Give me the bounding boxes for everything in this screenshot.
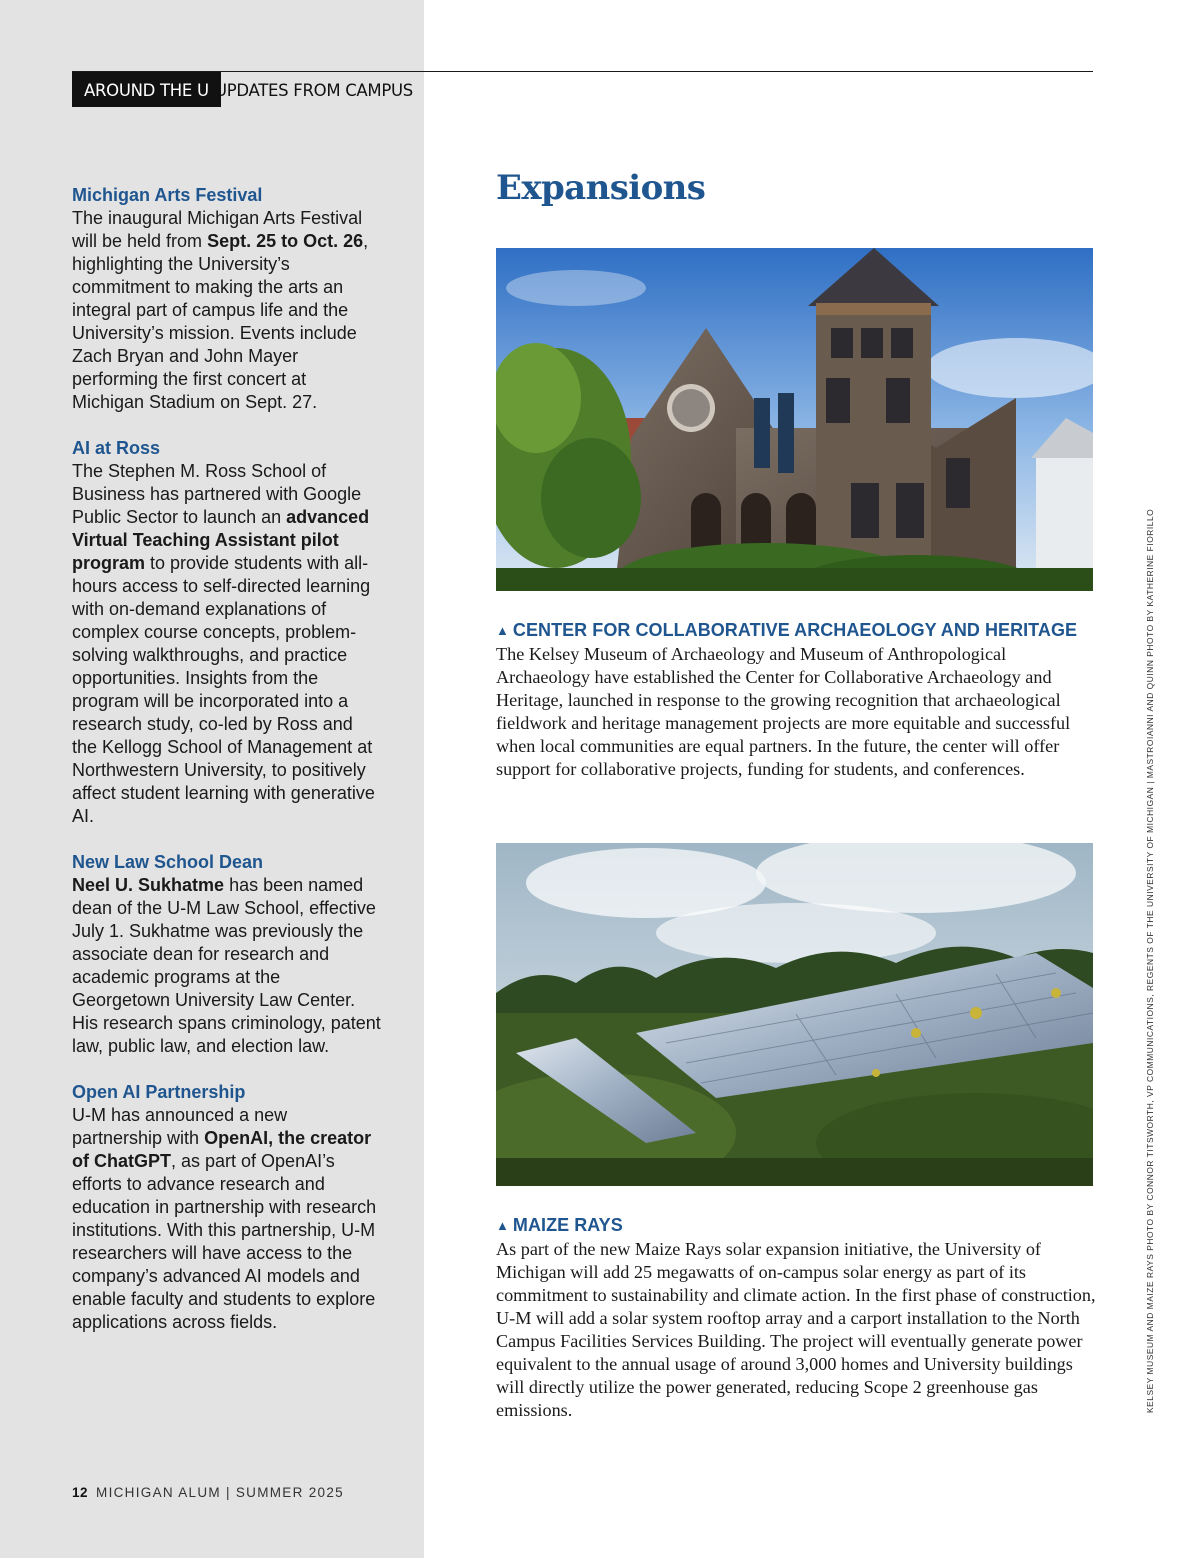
news-item-title: AI at Ross xyxy=(72,438,161,458)
news-item-law-school-dean xyxy=(72,851,382,1058)
news-item-body: Neel U. Sukhatme has been named dean of the U-M Law School, effective July 1. Sukhatme was previously the associate dean for research and academic programs at the Georgetown University Law Center. His research spans criminology, patent law, public law, and election law. xyxy=(72,875,381,1056)
news-item-title: New Law School Dean xyxy=(72,852,264,872)
photo-credit: KELSEY MUSEUM AND MAIZE RAYS PHOTO BY CONNOR TITSWORTH, VP COMMUNICATIONS, REGENTS OF THE UNIVERSITY OF MICHIGAN | MASTROIANNI AND QUINN PHOTO BY KATHERINE FIORILLO xyxy=(1145,508,1155,1413)
story-heading: ▲ MAIZE RAYS xyxy=(496,1215,623,1235)
page-title: Expansions xyxy=(496,168,706,208)
news-item-ai-at-ross xyxy=(72,437,382,828)
story-body: The Kelsey Museum of Archaeology and Museum of Anthropological Archaeology have established the Center for Collaborative Archaeology and Heritage, launched in response to the growing recognition that archaeological fieldwork and heritage management projects are more equitable and successful when local communities are equal partners. In the future, the center will offer support for collaborative projects, funding for students, and conferences. xyxy=(496,644,1071,779)
triangle-up-icon: ▲ xyxy=(496,1218,509,1233)
news-item-body: U-M has announced a new partnership with OpenAI, the creator of ChatGPT, as part of OpenAI’s efforts to advance research and education in partnership with research institutions. With this partnership, U-M researchers will have access to the company’s advanced AI models and enable faculty and students to explore applications across fields. xyxy=(72,1105,377,1332)
news-item-openai-partnership xyxy=(72,1081,382,1334)
triangle-up-icon: ▲ xyxy=(496,623,509,638)
publication-name: MICHIGAN ALUM | SUMMER 2025 xyxy=(96,1485,344,1500)
story-heading: ▲ CENTER FOR COLLABORATIVE ARCHAEOLOGY AND HERITAGE xyxy=(496,620,1078,640)
news-item-arts-festival xyxy=(72,184,382,414)
news-item-title: Open AI Partnership xyxy=(72,1082,246,1102)
news-item-title: Michigan Arts Festival xyxy=(72,185,263,205)
story-archaeology-center xyxy=(496,619,1096,781)
maize-rays-solar-photo xyxy=(496,843,1093,1186)
story-maize-rays xyxy=(496,1214,1096,1422)
section-tag: AROUND THE U xyxy=(72,72,221,107)
news-item-body: The inaugural Michigan Arts Festival will be held from Sept. 25 to Oct. 26, highlighting the University’s commitment to making the arts an integral part of campus life and the University’s mission. Events include Zach Bryan and John Mayer performing the first concert at Michigan Stadium on Sept. 27. xyxy=(72,208,369,412)
page-footer xyxy=(72,1485,344,1500)
sidebar-news-column xyxy=(72,184,382,1357)
kelsey-museum-photo xyxy=(496,248,1093,591)
section-subtitle: UPDATES FROM CAMPUS xyxy=(215,81,413,100)
story-body: As part of the new Maize Rays solar expansion initiative, the University of Michigan will add 25 megawatts of on-campus solar energy as part of its commitment to sustainability and climate action. In the first phase of construction, U-M will add a solar system rooftop array and a carport installation to the North Campus Facilities Services Building. The project will eventually generate power equivalent to the annual usage of around 3,000 homes and University buildings will directly utilize the power generated, reducing Scope 2 greenhouse gas emissions. xyxy=(496,1239,1096,1420)
page-number: 12 xyxy=(72,1485,89,1500)
news-item-body: The Stephen M. Ross School of Business has partnered with Google Public Sector to launch an advanced Virtual Teaching Assistant pilot program to provide students with all-hours access to self-directed learning with on-demand explanations of complex course concepts, problem-solving walkthroughs, and practice opportunities. Insights from the program will be incorporated into a research study, co-led by Ross and the Kellogg School of Management at Northwestern University, to positively affect student learning with generative AI. xyxy=(72,461,375,826)
